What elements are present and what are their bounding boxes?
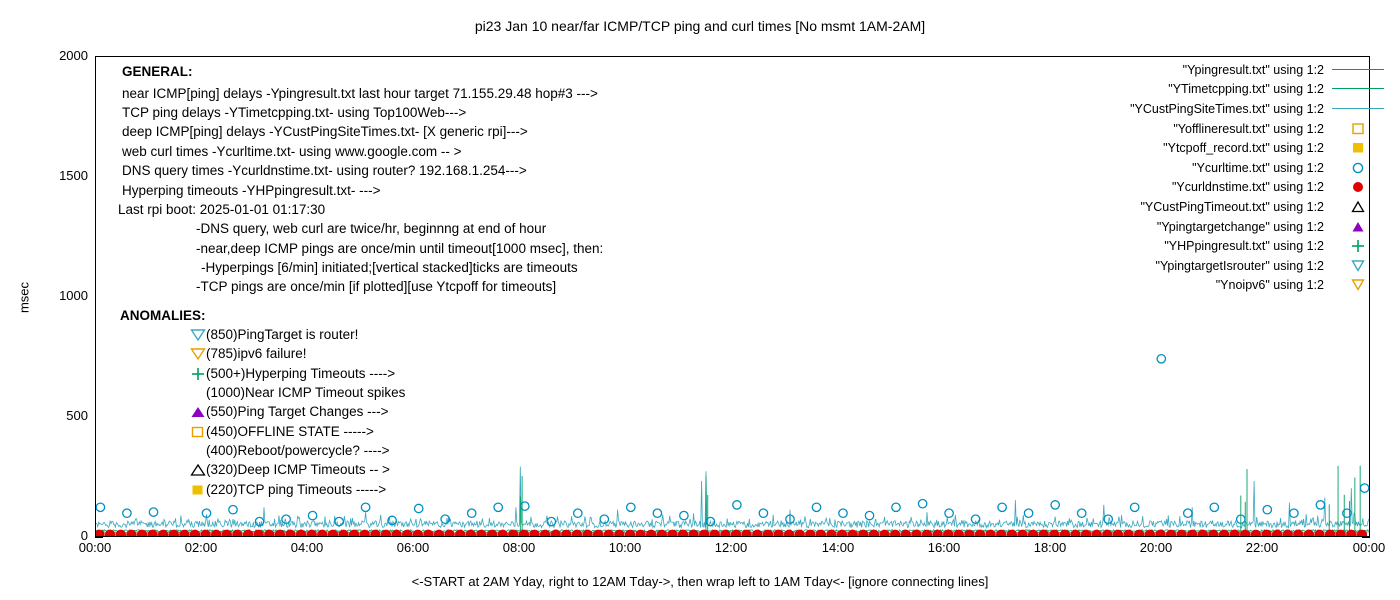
legend-key — [1332, 237, 1384, 255]
legend-label: "YCustPingSiteTimes.txt" using 1:2 — [1130, 101, 1324, 116]
y-tick-label: 2000 — [59, 48, 88, 63]
y-tick-mark — [95, 537, 103, 538]
legend-entry — [1079, 217, 1384, 237]
triangle-down-open-icon — [1351, 279, 1365, 292]
legend-entry — [1079, 80, 1384, 100]
chart-title: pi23 Jan 10 near/far ICMP/TCP ping and curl times [No msmt 1AM-2AM] — [474, 18, 926, 34]
anomaly-text: (500+)Hyperping Timeouts ----> — [206, 366, 396, 381]
legend-key — [1332, 276, 1384, 294]
legend-label: "Ytcpoff_record.txt" using 1:2 — [1163, 141, 1324, 156]
anomaly-text: (785)ipv6 failure! — [206, 346, 307, 361]
legend-label: "Ycurltime.txt" using 1:2 — [1192, 160, 1324, 175]
anomaly-text: (220)TCP ping Timeouts -----> — [206, 482, 387, 497]
anomaly-row — [190, 385, 405, 400]
y-tick-label: 500 — [66, 408, 88, 423]
general-sub-line: -Hyperpings [6/min] initiated;[vertical stacked]ticks are timeouts — [201, 260, 578, 275]
legend-label: "Ycurldnstime.txt" using 1:2 — [1172, 180, 1324, 195]
x-tick-label: 02:00 — [184, 540, 218, 555]
legend-label: "Ypingresult.txt" using 1:2 — [1182, 62, 1324, 77]
anomaly-row — [190, 346, 307, 361]
anomaly-text: (550)Ping Target Changes ---> — [206, 404, 389, 419]
legend-label: "YTimetcpping.txt" using 1:2 — [1168, 82, 1324, 97]
square-filled-icon — [1351, 142, 1365, 155]
y-tick-label: 1500 — [59, 168, 88, 183]
triangle-down-open-icon — [190, 347, 206, 361]
legend-key — [1332, 61, 1384, 79]
legend-entry — [1079, 236, 1384, 256]
general-line: web curl times -Ycurltime.txt- using www.google.com -- > — [122, 144, 462, 159]
legend-entry — [1079, 256, 1384, 276]
triangle-filled-icon — [1351, 220, 1365, 233]
x-tick-label: 20:00 — [1139, 540, 1173, 555]
triangle-down-open-icon — [190, 328, 206, 342]
circle-filled-icon — [1351, 181, 1365, 194]
square-open-icon — [190, 425, 206, 439]
legend-key — [1332, 198, 1384, 216]
general-heading: GENERAL: — [122, 64, 193, 79]
legend-key — [1332, 139, 1384, 157]
x-tick-label: 16:00 — [927, 540, 961, 555]
circle-open-icon — [1351, 161, 1365, 174]
general-line: TCP ping delays -YTimetcpping.txt- using Top100Web---> — [122, 105, 467, 120]
legend-label: "Ypingtargetchange" using 1:2 — [1156, 219, 1324, 234]
x-tick-label: 00:00 — [78, 540, 112, 555]
x-axis-caption: <-START at 2AM Yday, right to 12AM Tday->, then wrap left to 1AM Tday<- [ignore connecting lines] — [411, 574, 989, 589]
legend-key — [1332, 178, 1384, 196]
plus-icon — [190, 367, 206, 381]
anomaly-row — [190, 482, 386, 497]
anomaly-row — [190, 443, 389, 458]
x-tick-label: 00:00 — [1352, 540, 1386, 555]
x-tick-label: 22:00 — [1245, 540, 1279, 555]
legend-label: "YpingtargetIsrouter" using 1:2 — [1155, 258, 1324, 273]
legend-entry — [1079, 158, 1384, 178]
x-tick-label: 06:00 — [396, 540, 430, 555]
legend-entry — [1079, 138, 1384, 158]
x-tick-label: 08:00 — [502, 540, 536, 555]
legend-key — [1332, 80, 1384, 98]
anomaly-text: (1000)Near ICMP Timeout spikes — [206, 385, 406, 400]
legend — [1079, 60, 1384, 295]
anomalies-heading: ANOMALIES: — [120, 308, 206, 323]
legend-key — [1332, 100, 1384, 118]
anomaly-row — [190, 327, 358, 342]
square-filled-icon — [190, 483, 206, 497]
x-tick-label: 18:00 — [1033, 540, 1067, 555]
x-tick-label: 14:00 — [821, 540, 855, 555]
legend-key — [1332, 218, 1384, 236]
general-sub-line: -near,deep ICMP pings are once/min until timeout[1000 msec], then: — [196, 241, 604, 256]
triangle-down-open-icon — [1351, 259, 1365, 272]
general-line: Last rpi boot: 2025-01-01 01:17:30 — [118, 202, 326, 217]
anomaly-row — [190, 366, 395, 381]
anomaly-text: (850)PingTarget is router! — [206, 327, 359, 342]
legend-entry — [1079, 197, 1384, 217]
legend-label: "Yofflineresult.txt" using 1:2 — [1173, 121, 1324, 136]
anomaly-row — [190, 462, 390, 477]
legend-key — [1332, 120, 1384, 138]
legend-entry — [1079, 276, 1384, 296]
general-sub-line: -TCP pings are once/min [if plotted][use Ytcpoff for timeouts] — [196, 279, 557, 294]
plus-icon — [1351, 240, 1365, 253]
legend-entry — [1079, 178, 1384, 198]
anomaly-row — [190, 404, 388, 419]
anomaly-text: (400)Reboot/powercycle? ----> — [206, 443, 390, 458]
legend-key — [1332, 159, 1384, 177]
legend-entry — [1079, 119, 1384, 139]
general-line: deep ICMP[ping] delays -YCustPingSiteTimes.txt- [X generic rpi]---> — [122, 124, 528, 139]
legend-key — [1332, 257, 1384, 275]
y-tick-mark — [1362, 537, 1370, 538]
anomaly-row — [190, 424, 374, 439]
square-open-icon — [1351, 122, 1365, 135]
general-line: near ICMP[ping] delays -Ypingresult.txt last hour target 71.155.29.48 hop#3 ---> — [122, 86, 598, 101]
triangle-open-icon — [1351, 200, 1365, 213]
y-tick-label: 1000 — [59, 288, 88, 303]
y-axis-label: msec — [16, 281, 32, 314]
legend-entry — [1079, 99, 1384, 119]
legend-label: "YCustPingTimeout.txt" using 1:2 — [1140, 199, 1324, 214]
general-sub-line: -DNS query, web curl are twice/hr, beginnng at end of hour — [196, 221, 547, 236]
triangle-open-icon — [190, 463, 206, 477]
triangle-filled-icon — [190, 405, 206, 419]
legend-label: "YHPpingresult.txt" using 1:2 — [1164, 239, 1324, 254]
anomaly-text: (320)Deep ICMP Timeouts -- > — [206, 462, 390, 477]
legend-entry — [1079, 60, 1384, 80]
anomaly-text: (450)OFFLINE STATE -----> — [206, 424, 374, 439]
x-tick-label: 12:00 — [714, 540, 748, 555]
y-tick-label: 0 — [80, 528, 88, 543]
x-tick-label: 10:00 — [608, 540, 642, 555]
general-line: DNS query times -Ycurldnstime.txt- using router? 192.168.1.254---> — [122, 163, 527, 178]
legend-label: "Ynoipv6" using 1:2 — [1215, 278, 1324, 293]
general-line: Hyperping timeouts -YHPpingresult.txt- ---> — [122, 183, 381, 198]
x-tick-label: 04:00 — [290, 540, 324, 555]
